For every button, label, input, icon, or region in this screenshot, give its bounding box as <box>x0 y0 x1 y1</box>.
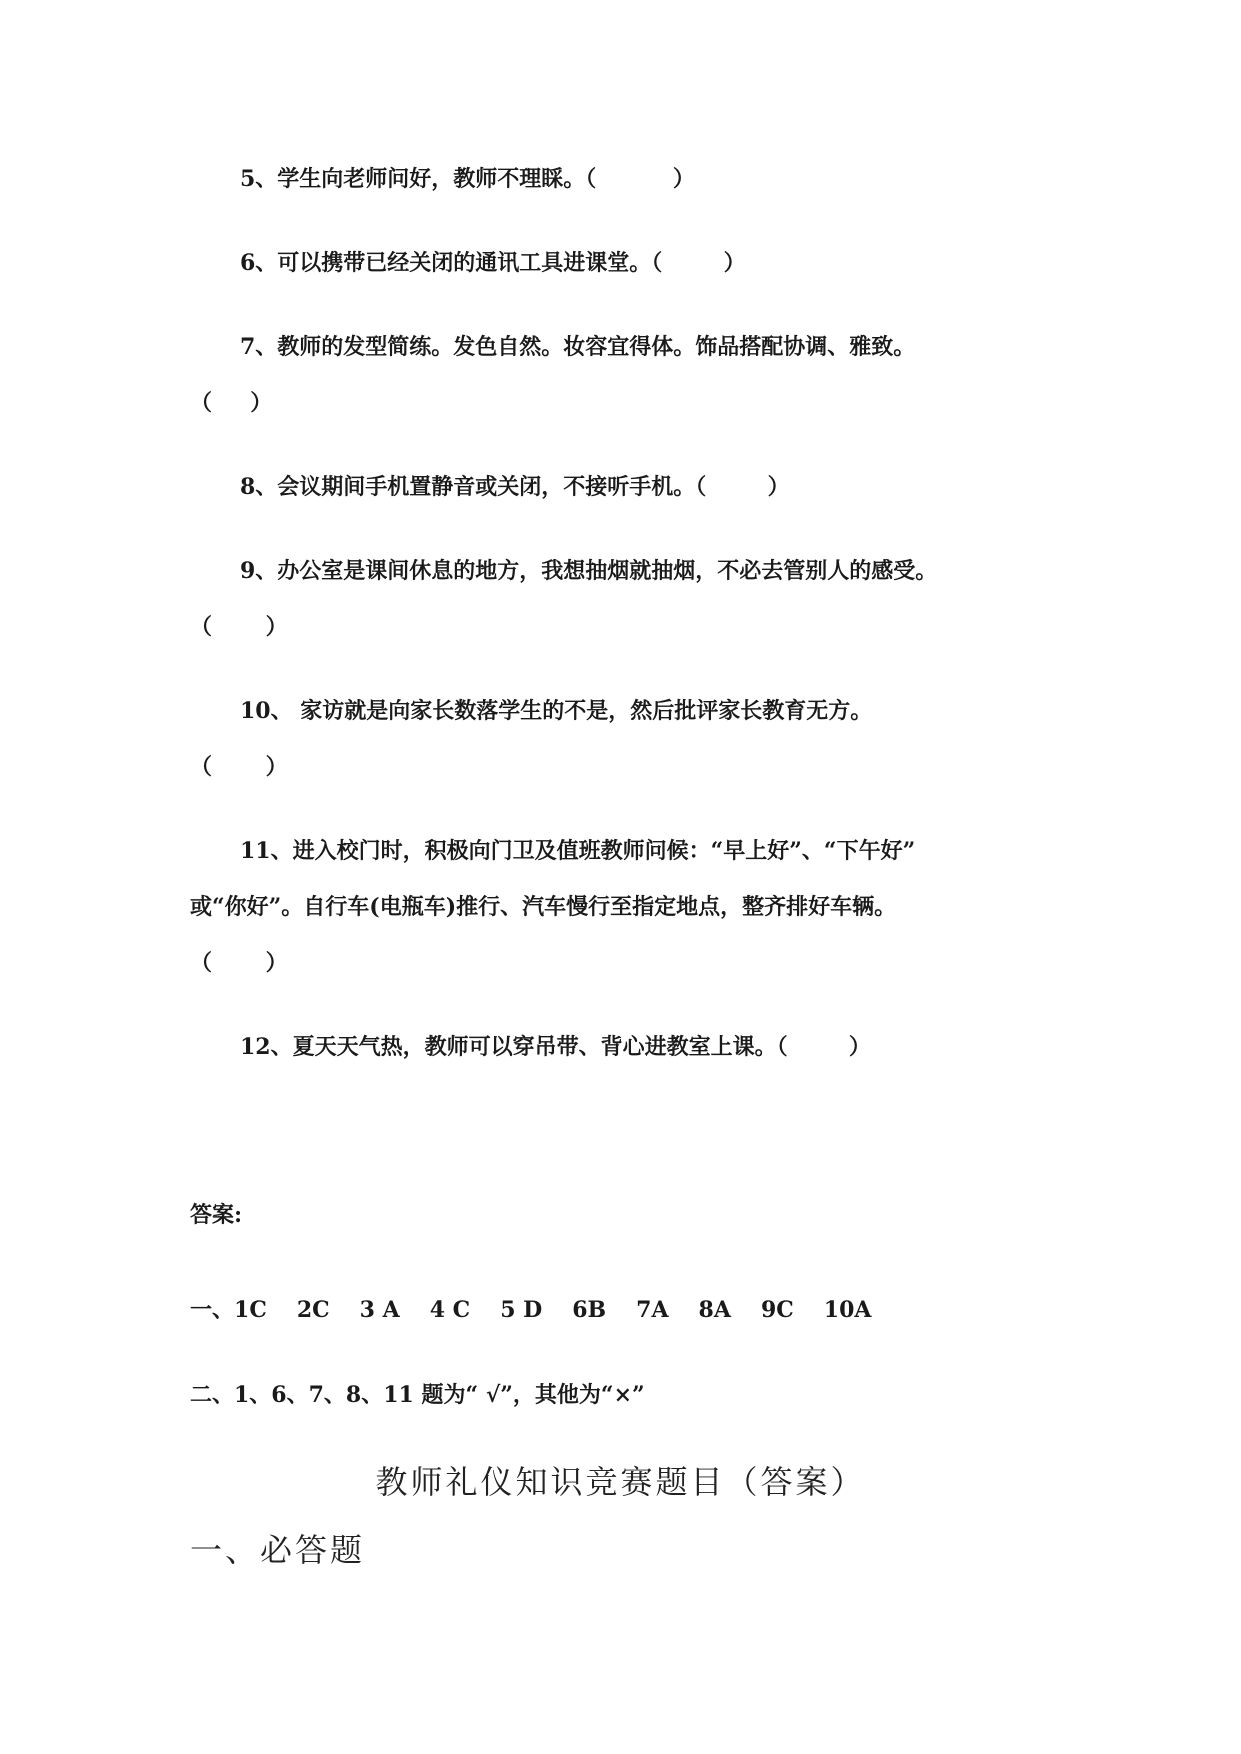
question-5: 5、学生向老师问好，教师不理睬。（ ） <box>240 166 695 192</box>
question-7: 7、教师的发型简练。发色自然。妆容宜得体。饰品搭配协调、雅致。 <box>240 334 916 360</box>
answer-item: 4 C <box>429 1297 471 1323</box>
answer-item: 3 A <box>359 1297 400 1323</box>
answers-label: 答案: <box>190 1202 243 1228</box>
answer-item: 6B <box>572 1297 607 1323</box>
answer-item: 8A <box>698 1297 731 1323</box>
answer-item: 5 D <box>500 1297 543 1323</box>
question-11-blank: （ ） <box>190 950 288 976</box>
question-11: 11、进入校门时，积极向门卫及值班教师问候：“早上好”、“下午好” <box>240 838 916 864</box>
answer-item: 7A <box>636 1297 669 1323</box>
section-title: 教师礼仪知识竞赛题目（答案） <box>375 1463 866 1501</box>
question-9-blank: （ ） <box>190 614 288 640</box>
answers-part2: 二、1、6、7、8、11 题为“ √”，其他为“×” <box>190 1382 645 1408</box>
answer-item: 1C <box>234 1297 267 1323</box>
question-10: 10、 家访就是向家长数落学生的不是，然后批评家长教育无方。 <box>240 698 873 724</box>
answer-item: 9C <box>760 1297 794 1323</box>
question-11-continuation: 或“你好”。自行车(电瓶车)推行、汽车慢行至指定地点，整齐排好车辆。 <box>190 894 897 920</box>
question-12: 12、夏天天气热，教师可以穿吊带、背心进教室上课。（ ） <box>240 1034 871 1060</box>
answer-item: 10A <box>823 1297 872 1323</box>
question-7-blank: （ ） <box>190 390 273 416</box>
section-heading: 一、必答题 <box>190 1531 366 1569</box>
answer-item: 2C <box>296 1297 330 1323</box>
question-8: 8、会议期间手机置静音或关闭，不接听手机。（ ） <box>240 474 790 500</box>
answers-part1 <box>190 1295 901 1325</box>
answers-part1-prefix: 一、 <box>190 1297 235 1323</box>
question-10-blank: （ ） <box>190 754 288 780</box>
question-9: 9、办公室是课间休息的地方，我想抽烟就抽烟，不必去管别人的感受。 <box>240 558 938 584</box>
question-6: 6、可以携带已经关闭的通讯工具进课堂。（ ） <box>240 250 746 276</box>
